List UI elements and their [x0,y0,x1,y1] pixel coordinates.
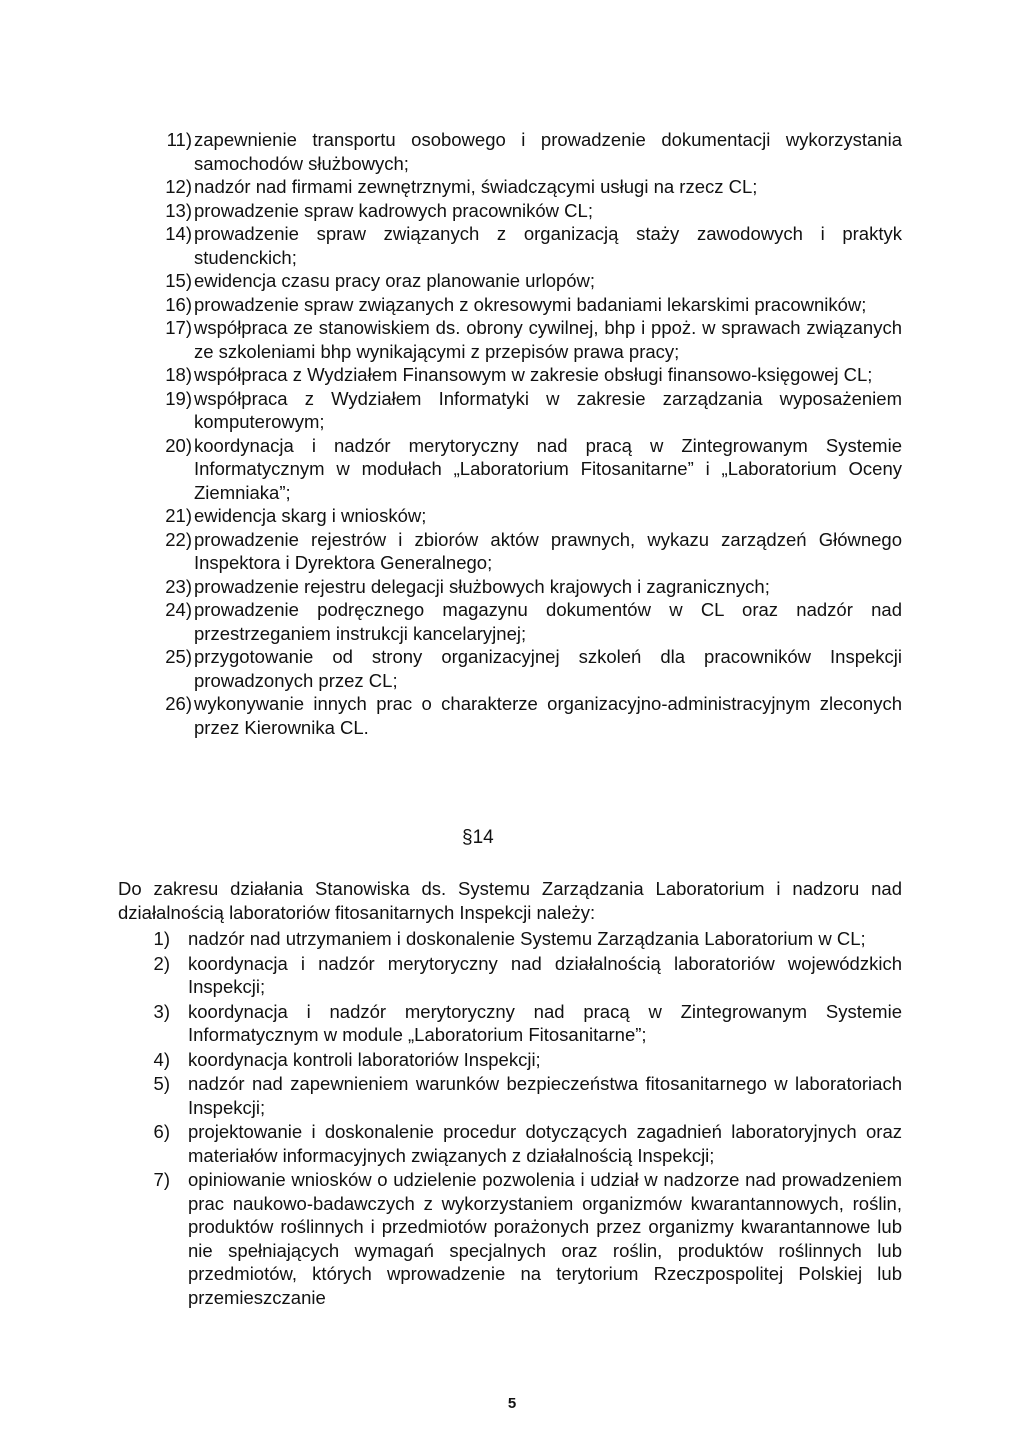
item-number: 3) [153,1000,170,1022]
item-text: ewidencja skarg i wniosków; [194,505,427,526]
item-number: 15) [165,270,192,291]
item-text: współpraca z Wydziałem Informatyki w zakresie zarządzania wyposażeniem komputerowym; [194,387,902,432]
item-number: 16) [165,293,192,315]
item-text: prowadzenie spraw związanych z okresowymi badaniami lekarskimi pracowników; [194,293,867,315]
item-text: nadzór nad utrzymaniem i doskonalenie Systemu Zarządzania Laboratorium w CL; [188,928,866,949]
item-text: koordynacja kontroli laboratoriów Inspekcji; [188,1048,541,1070]
item-text: koordynacja i nadzór merytoryczny nad pracą w Zintegrowanym Systemie Informatycznym w module „Laboratorium Fitosanitarne”; [188,1000,902,1045]
list-item [150,222,902,269]
list-item [118,1048,902,1072]
item-number: 18) [165,364,192,385]
item-text: prowadzenie rejestru delegacji służbowych krajowych i zagranicznych; [194,575,770,597]
item-text: ewidencja czasu pracy oraz planowanie urlopów; [194,270,596,291]
item-text: koordynacja i nadzór merytoryczny nad działalnością laboratoriów wojewódzkich Inspekcji; [188,952,902,997]
list-item [150,504,902,528]
item-text: projektowanie i doskonalenie procedur dotyczących zagadnień laboratoryjnych oraz materiałów informacyjnych związanych z działalnością Inspekcji; [188,1121,902,1166]
item-text: zapewnienie transportu osobowego i prowadzenie dokumentacji wykorzystania samochodów służbowych; [194,129,902,174]
list-item [118,1000,902,1047]
item-number: 20) [165,434,192,456]
list-item [150,128,902,175]
list-item [118,1168,902,1309]
item-number: 4) [153,1048,170,1070]
section-intro: Do zakresu działania Stanowiska ds. Systemu Zarządzania Laboratorium i nadzoru nad działalnością laboratoriów fitosanitarnych Inspekcji należy: [118,878,902,923]
item-number: 7) [153,1169,170,1190]
item-text: prowadzenie podręcznego magazynu dokumentów w CL oraz nadzór nad przestrzeganiem instrukcji kancelaryjnej; [194,599,902,644]
item-number: 6) [153,1121,170,1142]
list-item [150,598,902,645]
item-number: 17) [165,317,192,338]
item-text: prowadzenie rejestrów i zbiorów aktów prawnych, wykazu zarządzeń Głównego Inspektora i Dyrektora Generalnego; [194,528,902,573]
list-item [118,1072,902,1119]
item-number: 1) [153,928,170,949]
duties-list [118,927,902,1310]
duties-list-continued [150,128,902,739]
list-item [150,692,902,739]
item-text: prowadzenie spraw kadrowych pracowników CL; [194,199,593,221]
item-text: koordynacja i nadzór merytoryczny nad pracą w Zintegrowanym Systemie Informatycznym w modułach „Laboratorium Fitosanitarne” i „Laboratorium Oceny Ziemniaka”; [194,434,902,503]
list-item [150,175,902,199]
list-item [150,645,902,692]
item-number: 11) [166,129,192,150]
item-text: przygotowanie od strony organizacyjnej szkoleń dla pracowników Inspekcji prowadzonych przez CL; [194,646,902,691]
item-text: współpraca z Wydziałem Finansowym w zakresie obsługi finansowo-księgowej CL; [194,364,873,385]
list-item [150,575,902,599]
item-number: 25) [165,646,192,667]
list-item [118,952,902,999]
item-text: wykonywanie innych prac o charakterze organizacyjno-administracyjnym zleconych przez Kierownika CL. [194,693,902,738]
page-number: 5 [507,1395,517,1412]
list-item [150,293,902,317]
item-number: 14) [165,223,192,244]
item-text: współpraca ze stanowiskiem ds. obrony cywilnej, bhp i ppoż. w sprawach związanych ze szkoleniami bhp wynikającymi z przepisów prawa pracy; [194,317,902,362]
item-text: prowadzenie spraw związanych z organizacją staży zawodowych i praktyk studenckich; [194,223,902,268]
list-item [118,1120,902,1167]
list-item [150,316,902,363]
item-number: 22) [165,528,192,550]
list-item [150,528,902,575]
item-number: 19) [165,387,192,409]
item-number: 12) [165,176,192,197]
item-number: 23) [165,575,192,597]
list-item [150,363,902,387]
list-item [150,269,902,293]
list-item [150,387,902,434]
list-item [150,434,902,505]
item-number: 26) [165,693,192,714]
item-text: nadzór nad firmami zewnętrznymi, świadczącymi usługi na rzecz CL; [194,176,758,197]
item-number: 21) [165,505,192,526]
item-number: 24) [165,599,192,620]
item-number: 5) [153,1073,170,1094]
item-text: opiniowanie wniosków o udzielenie pozwolenia i udział w nadzorze nad prowadzeniem prac naukowo-badawczych z wykorzystaniem organizmów kwarantannowych, roślin, produktów roślinnych i przedmiotów porażonych przez organizmy kwarantannowe lub nie spełniających wymagań specjalnych oraz roślin, produktów roślinnych lub przedmiotów, których wprowadzenie na terytorium Rzeczpospolitej Polskiej lub przemieszczanie [188,1169,902,1308]
item-number: 2) [153,952,170,974]
item-text: nadzór nad zapewnieniem warunków bezpieczeństwa fitosanitarnego w laboratoriach Inspekcji; [188,1073,902,1118]
list-item [150,199,902,223]
list-item [118,927,902,951]
section-heading: §14 [462,827,494,848]
item-number: 13) [165,199,192,221]
